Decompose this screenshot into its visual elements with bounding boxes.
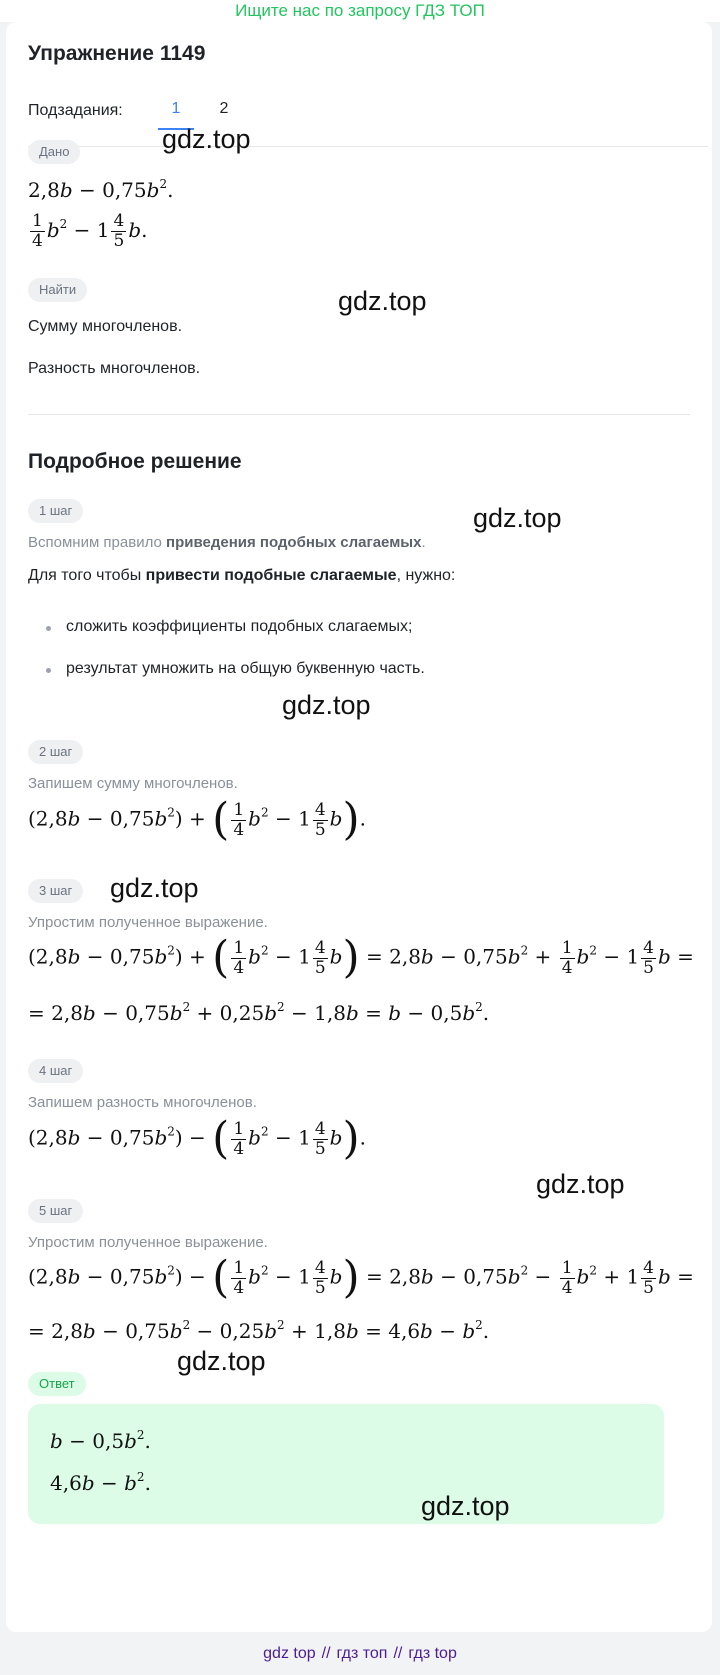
subtasks-label: Подзадания: xyxy=(28,102,123,119)
bullet-dot xyxy=(46,668,51,673)
exercise-card xyxy=(6,22,712,1632)
step-1-bullet-1: сложить коэффициенты подобных слагаемых; xyxy=(66,618,413,635)
footer-link-2[interactable]: гдз топ xyxy=(336,1645,388,1662)
solution-title: Подробное решение xyxy=(28,450,242,473)
step-5-math-line-2: = $2,8b - 0,75b^2 - 0,25b^2 + 1,8b = 4,6b - b^2$. xyxy=(28,1318,490,1343)
step-2-note: Запишем сумму многочленов. xyxy=(28,775,238,792)
step-3-math-line-2: = $2,8b - 0,75b^2 + 0,25b^2 - 1,8b = b - 0,5b^2$. xyxy=(28,1000,490,1025)
step-1-note: Вспомним правило приведения подобных слагаемых. xyxy=(28,534,426,551)
step-2-tag: 2 шаг xyxy=(28,740,83,764)
step-2-math: $(2,8b - 0,75b^2)$ + ( $\frac{1}{4}$ $b^2 - 1$ $\frac{4}{5}$ b). xyxy=(28,794,366,845)
step-4-math: $(2,8b - 0,75b^2)$ − ( $\frac{1}{4}$ $b^2 - 1$ $\frac{4}{5}$ b). xyxy=(28,1113,366,1164)
step-5-tag: 5 шаг xyxy=(28,1199,83,1223)
answer-box xyxy=(28,1404,664,1524)
step-5-note: Упростим полученное выражение. xyxy=(28,1234,268,1251)
given-expr-2: $\frac{1}{4}$ $b^2 - 1$ $\frac{4}{5}$ b. xyxy=(32,211,148,251)
step-1-note-bold: приведения подобных слагаемых xyxy=(166,534,422,551)
watermark: gdz.top xyxy=(536,1169,625,1199)
answer-tag: Ответ xyxy=(28,1372,86,1396)
subtasks-divider xyxy=(28,146,708,147)
step-3-note: Упростим полученное выражение. xyxy=(28,914,268,931)
footer-sep: // xyxy=(393,1645,403,1662)
watermark: gdz.top xyxy=(338,286,427,316)
step-1-text: Для того чтобы привести подобные слагаемые, нужно: xyxy=(28,567,456,584)
given-expr-1: $2,8b - 0,75b^2$. xyxy=(28,177,174,202)
step-5-math-line-1: $(2,8b - 0,75b^2)$ − ( $\frac{1}{4}$ $b^2 - 1$ $\frac{4}{5}$ $b) = 2,8b - 0,75b^2$ − $\frac{1}{4}$ $b^2 + 1$ $\frac{4}{5}$ b = xyxy=(28,1252,694,1303)
page-title: Упражнение 1149 xyxy=(28,42,206,65)
subtasks-nav xyxy=(28,94,708,150)
answer-1: $b - 0,5b^2$. xyxy=(50,1428,151,1453)
step-3-math-line-1: $(2,8b - 0,75b^2)$ + ( $\frac{1}{4}$ $b^2 - 1$ $\frac{4}{5}$ $b) = 2,8b - 0,75b^2$ + $\frac{1}{4}$ $b^2 - 1$ $\frac{4}{5}$ b = xyxy=(28,932,694,983)
watermark: gdz.top xyxy=(282,690,371,720)
footer-link-1[interactable]: gdz top xyxy=(263,1645,316,1662)
subtask-tab-2[interactable]: 2 xyxy=(219,100,229,117)
step-4-tag: 4 шаг xyxy=(28,1059,83,1083)
footer-link-3[interactable]: гдз top xyxy=(408,1645,457,1662)
watermark: gdz.top xyxy=(177,1346,266,1376)
step-1-tag: 1 шаг xyxy=(28,499,83,523)
step-3-tag: 3 шаг xyxy=(28,879,83,903)
watermark: gdz.top xyxy=(421,1491,510,1521)
subtask-tab-1[interactable]: 1 xyxy=(158,100,194,130)
answer-2: $4,6b - b^2$. xyxy=(50,1470,151,1495)
step-1-text-bold: привести подобные слагаемые xyxy=(145,567,397,584)
find-tag: Найти xyxy=(28,278,87,302)
step-4-note: Запишем разность многочленов. xyxy=(28,1094,257,1111)
watermark: gdz.top xyxy=(473,503,562,533)
watermark: gdz.top xyxy=(162,124,251,154)
bullet-dot xyxy=(46,626,51,631)
find-item-sum: Сумму многочленов. xyxy=(28,318,183,335)
footer-sep: // xyxy=(321,1645,331,1662)
given-tag: Дано xyxy=(28,140,80,164)
step-1-bullet-2: результат умножить на общую буквенную часть. xyxy=(66,660,425,677)
search-banner: Ищите нас по запросу ГДЗ ТОП xyxy=(0,0,720,22)
watermark: gdz.top xyxy=(110,873,199,903)
section-divider xyxy=(28,414,690,415)
find-item-diff: Разность многочленов. xyxy=(28,360,201,377)
footer-links xyxy=(0,1645,720,1663)
